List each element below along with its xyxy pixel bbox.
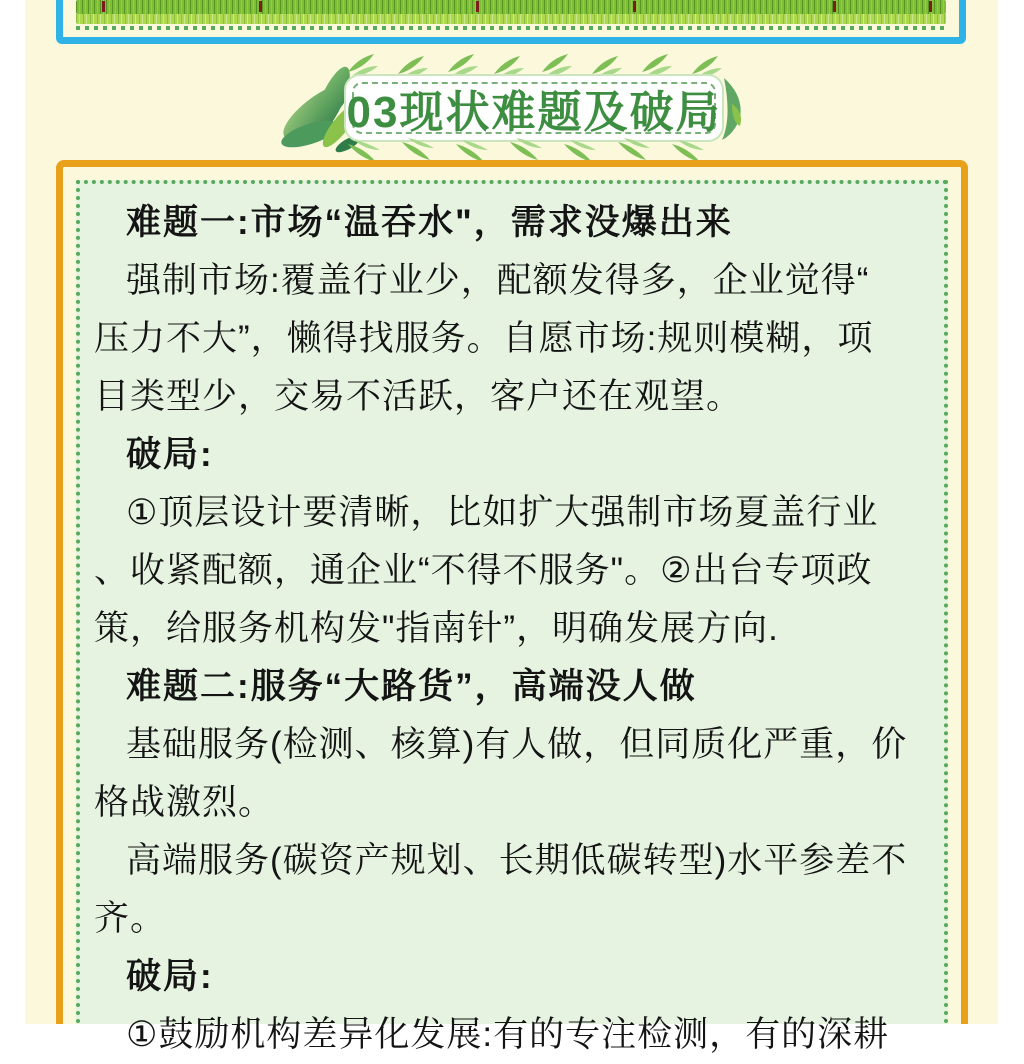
- badge-right-leaf-icon: [718, 78, 746, 140]
- body-line: ①鼓励机构差异化发展:有的专注检测，有的深耕: [126, 1015, 890, 1054]
- body-line: ①顶层设计要清晰，比如扩大强制市场夏盖行业: [126, 493, 879, 532]
- grass-dotted-edge: [76, 26, 946, 30]
- grass-fleck: [929, 1, 932, 12]
- section-title-block: [280, 52, 750, 164]
- heading-line: 破局:: [126, 957, 214, 996]
- grass-row-top: [76, 0, 946, 14]
- content-box: [56, 160, 968, 1054]
- grass-fleck: [476, 1, 479, 12]
- body-line: 齐。: [94, 899, 167, 938]
- heading-line: 难题一:市场“温吞水"，需求没爆出来: [126, 203, 733, 242]
- grass-banner-box: [56, 0, 966, 44]
- body-line: 目类型少，交易不活跃，客户还在观望。: [94, 377, 743, 416]
- grass-field-image: [76, 0, 946, 24]
- grass-row-bottom: [76, 14, 946, 24]
- heading-line: 难题二:服务“大路货”，高端没人做: [126, 667, 697, 706]
- heading-line: 破局:: [126, 435, 214, 474]
- content-text: [80, 184, 944, 1064]
- grass-fleck: [833, 1, 836, 12]
- body-line: 策，给服务机构发"指南针”，明确发展方向.: [94, 609, 779, 648]
- grass-fleck: [259, 1, 262, 12]
- body-line: 格战激烈。: [94, 783, 275, 822]
- body-line: 基础服务(检测、核算)有人做，但同质化严重，价: [126, 725, 908, 764]
- content-dotted-panel: [76, 180, 948, 1054]
- grass-fleck: [633, 1, 636, 12]
- body-line: 、收紧配额，通企业“不得不服务"。②出台专项政: [94, 551, 873, 590]
- section-title-text: 03现状难题及破局: [346, 88, 722, 137]
- section-title-badge: [344, 74, 724, 142]
- grass-fleck: [102, 1, 105, 12]
- body-line: 压力不大”，懒得找服务。自愿市场:规则模糊，项: [94, 319, 874, 358]
- body-line: 强制市场:覆盖行业少，配额发得多，企业觉得“: [126, 261, 870, 300]
- body-line: 高端服务(碳资产规划、长期低碳转型)水平参差不: [126, 841, 908, 880]
